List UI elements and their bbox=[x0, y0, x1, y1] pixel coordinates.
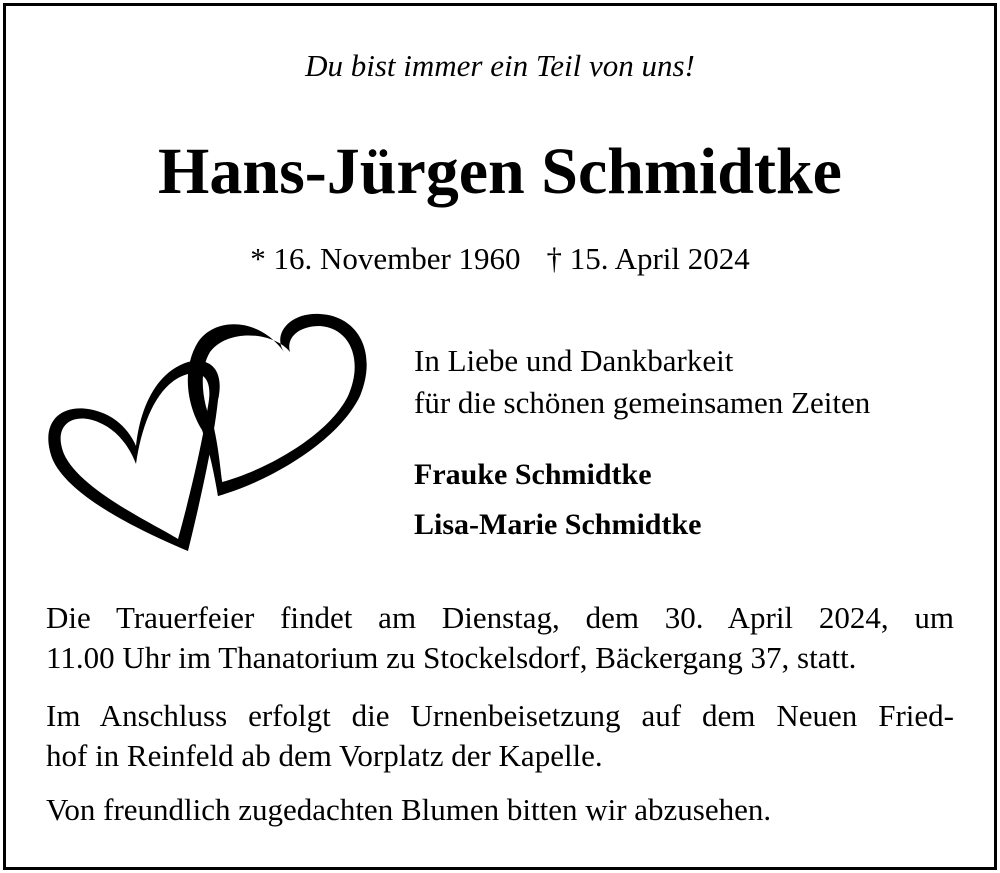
burial-info-line-1: Im Anschluss erfolgt die Urnenbeisetzung auf dem Neuen Fried- bbox=[46, 698, 954, 733]
death-date: † 15. April 2024 bbox=[546, 241, 750, 276]
dedication-line-1: In Liebe und Dankbarkeit bbox=[414, 343, 734, 378]
burial-info-line-2: hof in Reinfeld ab dem Vorplatz der Kapelle. bbox=[46, 738, 603, 773]
birth-date: * 16. November 1960 bbox=[250, 241, 521, 276]
signer-2: Lisa-Marie Schmidtke bbox=[414, 508, 702, 541]
motto: Du bist immer ein Teil von uns! bbox=[305, 48, 695, 83]
life-dates bbox=[0, 240, 1000, 278]
signer-1: Frauke Schmidtke bbox=[414, 458, 652, 491]
dedication bbox=[414, 340, 870, 424]
funeral-info-line-1: Die Trauerfeier findet am Dienstag, dem 30. April 2024, um bbox=[46, 600, 954, 635]
burial-info bbox=[46, 696, 954, 776]
flowers-note: Von freundlich zugedachten Blumen bitten wir abzusehen. bbox=[46, 792, 772, 827]
dedication-line-2: für die schönen gemeinsamen Zeiten bbox=[414, 385, 871, 420]
funeral-info bbox=[46, 598, 954, 678]
two-hearts-icon bbox=[38, 308, 378, 558]
deceased-name: Hans-Jürgen Schmidtke bbox=[158, 135, 842, 208]
funeral-info-line-2: 11.00 Uhr im Thanatorium zu Stockelsdorf, Bäckergang 37, statt. bbox=[46, 640, 857, 675]
signers bbox=[414, 450, 701, 550]
